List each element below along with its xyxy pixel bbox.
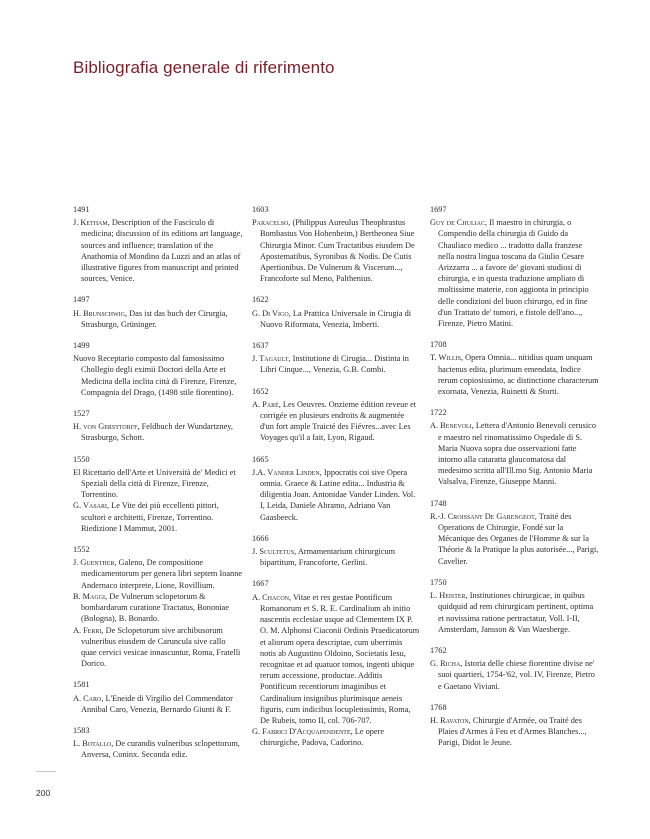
citation: A. Ferri, De Sclopetorum sive archibusorum vulneribus eiusdem de Caruncula sive callo quae cervici vesicae innascuntur, Roma, Fratelli Dorico. bbox=[73, 625, 241, 669]
citation-author: J. Tagault bbox=[252, 354, 289, 364]
citation-text: El Ricettario dell'Arte et Università de' Medici et Speziali della città di Firenze, Firenze, Torrentino. bbox=[73, 467, 236, 500]
entry-year: 1603 bbox=[252, 205, 269, 214]
entry-year: 1652 bbox=[252, 386, 269, 396]
citation-text: Ippocratis coi sive Opera omnia. Graece & Latine edita... Industria & diligentia Joan. Antonidae Vander Linden. Vol. I, Leida, Daniele Abramo, Adriano Van Gaasbeeck. bbox=[260, 467, 416, 522]
entry-year: 1637 bbox=[252, 341, 269, 351]
entry-year: 1497 bbox=[73, 295, 90, 305]
citation bbox=[73, 467, 243, 501]
entry-year: 1499 bbox=[73, 341, 90, 351]
citation-author: R.-J. Croissant De Garengeot bbox=[430, 511, 535, 521]
bibliography-entry bbox=[73, 725, 243, 761]
footer-rule bbox=[36, 771, 56, 772]
citation-author: J. Scultetus bbox=[252, 547, 295, 557]
entry-year: 1550 bbox=[73, 454, 90, 464]
citation-author: J. Guenther bbox=[73, 558, 115, 568]
citation-author: G. Di Vigo bbox=[252, 308, 289, 318]
citation: G. Fabrici D'Acquapendente, Le opere chirurgiche, Padova, Cadorino. bbox=[252, 727, 385, 748]
citation-text: Nuovo Receptario composto dal famosissimo Chollegio degli eximii Doctori della Arte et Medicina della inclita città di Firenze, Firenze, Compagnia del Drago, (1498 stile fiorentino). bbox=[73, 354, 237, 397]
citation-author: H. von Gersttorff bbox=[73, 422, 138, 432]
citation-text: Galeno, De compositione medicamentorum per genera libri septem Ioanne Andernaco interprete, Lione, Rovillium. bbox=[81, 558, 243, 590]
citation: H. Brunschwig, Das ist das buch der Cirurgia, Strasburgo, Grüninger. bbox=[73, 308, 228, 329]
citation-author: G. Richa bbox=[430, 659, 461, 669]
citation: G. Vasari, Le Vite dei più eccellenti pittori, scultori e architetti, Firenze, Torrentino. Riedizione I Mammut, 2001. bbox=[73, 501, 219, 533]
bibliography-entry bbox=[252, 454, 420, 523]
entry-year: 1667 bbox=[252, 579, 269, 589]
bibliography-entry bbox=[252, 533, 420, 569]
page-number: 200 bbox=[36, 788, 51, 798]
bibliography-entry bbox=[430, 645, 600, 692]
bibliography-column-1 bbox=[73, 204, 243, 771]
citation-text: Il maestro in chirurgia, o Compendio della chirurgia di Guido da Chauliaco medico ... tradotto dalla franzese nella nostra lingua toscana da Giulio Cesare Arizzarra ... a favore de' giovani studiosi di chirurgia, e in questa traduzione ampliato di moltissime materie, con aggionta in principio delle condizioni del buon chirurgo, ed in fine d'un Trattato de' tumori, e fistole dell'ano..., Firenze, Pietro Matini. bbox=[438, 218, 589, 329]
citation: H. von Gersttorff, Feldbuch der Wundartzney, Strasburgo, Schott. bbox=[73, 422, 233, 443]
bibliography-entry bbox=[252, 386, 420, 444]
bibliography-entry bbox=[430, 407, 600, 487]
bibliography-entry bbox=[73, 294, 243, 330]
bibliography-entry bbox=[73, 408, 243, 444]
bibliography-entry bbox=[252, 294, 420, 330]
citation-text: Feldbuch der Wundartzney, Strasburgo, Schott. bbox=[81, 422, 233, 443]
citation: L. Botallo, De curandis vulneribus sclopettorum, Anversa, Coninx. Seconda ediz. bbox=[73, 739, 240, 760]
citation-text: De Vulnerum sclopetorum & bombardarum curatione Tractatus, Bononiae (Bologna), B. Bonardo. bbox=[81, 591, 229, 624]
citation: J. Tagault, Institutione di Cirugia... Distinta in Libri Cinque..., Venezia, G.B. Combi. bbox=[252, 354, 409, 375]
citation-author: A. Chacon bbox=[252, 592, 290, 602]
citation: B. Maggi, De Vulnerum sclopetorum & bombardarum curatione Tractatus, Bononiae (Bologna), B. Bonardo. bbox=[73, 591, 229, 624]
citation-text: Le opere chirurgiche, Padova, Cadorino. bbox=[260, 727, 385, 748]
citation-text: Les Oeuvres. Onzieme édition reveue et corrigée en plusieurs endroits & augmentée d'un fort ample Traicté des Fiévres...avec Les Voyages qu'il a fait, Lyon, Rigaud. bbox=[260, 399, 417, 443]
bibliography-entry bbox=[430, 702, 600, 749]
entry-year: 1750 bbox=[430, 577, 447, 587]
bibliography-entry bbox=[73, 679, 243, 715]
citation-text: Institutione di Cirugia... Distinta in Libri Cinque..., Venezia, G.B. Combi. bbox=[260, 354, 409, 375]
bibliography-entry bbox=[252, 340, 420, 376]
citation: A. Chacon, Vitae et res gestae Pontificum Romanorum et S. R. E. Cardinalium ab initio nascentis ecclesiae usque ad Clementem IX P. O. M. Alphonsi Ciaconii Ordinis Praedicatorum et aliorum opera descriptae, cum uberrimis notis ab Augustino Oldoino, Societatis Iesu, recognitae et ad quatuor tomos, ingenti ubique rerum accessione, productae. Additis Pontificum recentiorum imaginibus et Cardinalium insignibus plurimisque aeneis figuris, cum indicibus locupletissimis, Roma, De Rubeis, tomo II, col. 706-707. bbox=[252, 592, 420, 725]
entry-year: 1622 bbox=[252, 295, 269, 305]
entry-year: 1748 bbox=[430, 498, 447, 508]
citation-text: De curandis vulneribus sclopettorum, Anversa, Coninx. Seconda ediz. bbox=[81, 739, 240, 760]
citation-text: L'Eneide di Virgilio del Commendator Annibal Caro, Venezia, Bernardo Giunti & F. bbox=[81, 693, 233, 714]
citation: J. Scultetus, Armamentarium chirurgicum bipartitum, Francoforte, Gerlini. bbox=[252, 547, 396, 568]
entry-year: 1583 bbox=[73, 725, 90, 735]
citation-text: Armamentarium chirurgicum bipartitum, Francoforte, Gerlini. bbox=[260, 547, 396, 568]
citation-author: A. Benevoli bbox=[430, 421, 472, 431]
citation-text: (Philippus Aureulus Theophrastus Bombastus Von Hohenheim,) Bertheonea Siue Chirurgia Minor. Cum Tractatibus eiusdem De Apostematibus, Syronibus & Nodis. De Cutis Apertionibus. De Vulnerum & Viscerum..., Francoforte sul Meno, Palthenius. bbox=[260, 218, 415, 284]
entry-year: 1552 bbox=[73, 545, 90, 555]
entry-year: 1762 bbox=[430, 645, 447, 655]
entry-year: 1666 bbox=[252, 533, 269, 543]
bibliography-entry bbox=[430, 498, 600, 567]
citation-text: Vitae et res gestae Pontificum Romanorum et S. R. E. Cardinalium ab initio nascentis ecclesiae usque ad Clementem IX P. O. M. Alphonsi Ciaconii Ordinis Praedicatorum et aliorum opera descriptae, cum uberrimis notis ab Augustino Oldoino, Societatis Iesu, recognitae et ad quatuor tomos, ingenti ubique rerum accessione, productae. Additis Pontificum recentiorum imaginibus et Cardinalium insignibus plurimisque aeneis figuris, cum indicibus locupletissimis, Roma, De Rubeis, tomo II, col. 706-707. bbox=[260, 592, 420, 725]
citation-text: Chirurgie d'Armée, ou Traité des Plaies d'Armes à Feu et d'Armes Blanches..., Parigi, Didot le Jeune. bbox=[438, 715, 587, 748]
citation: H. Ravaton, Chirurgie d'Armée, ou Traité des Plaies d'Armes à Feu et d'Armes Blanches..., Parigi, Didot le Jeune. bbox=[430, 715, 587, 748]
citation: R.-J. Croissant De Garengeot, Traité des Operations de Chirurgie, Fondé sur la Mécanique des Organes de l'Homme & sur la Théorie & la Pratique la plus autorisée..., Parigi, Cavelier. bbox=[430, 511, 599, 566]
citation-text: La Prattica Universale in Cirugia di Nuovo Riformata, Venezia, Imberti. bbox=[260, 308, 412, 329]
citation-text: Istoria delle chiese fiorentine divise ne' suoi quartieri, 1754-'62, vol. IV, Firenze, Pietro e Gaetano Viviani. bbox=[438, 659, 595, 691]
citation-text: Das ist das buch der Cirurgia, Strasburgo, Grüninger. bbox=[81, 308, 228, 329]
citation: T. Willis, Opera Omnia... nitidius quam unquam hactenus edita, plurimum emendata, Indice rerum copiosissimo, ac distinctione characterum exornata, Venezia, Ruinetti & Storti. bbox=[430, 353, 599, 397]
citation-author: L. Heister bbox=[430, 591, 466, 601]
citation-author: A. Caro bbox=[73, 693, 102, 703]
citation: J.A. Vander Linden, Ippocratis coi sive Opera omnia. Graece & Latine edita... Industria & diligentia Joan. Antonidae Vander Linden. Vol. I, Leida, Daniele Abramo, Adriano Van Gaasbeeck. bbox=[252, 467, 416, 522]
citation-author: A. Ferri bbox=[73, 625, 102, 635]
bibliography-entry bbox=[73, 454, 243, 534]
citation: A. Caro, L'Eneide di Virgilio del Commendator Annibal Caro, Venezia, Bernardo Giunti & F. bbox=[73, 693, 233, 714]
entry-year: 1768 bbox=[430, 702, 447, 712]
citation: G. Richa, Istoria delle chiese fiorentine divise ne' suoi quartieri, 1754-'62, vol. IV, Firenze, Pietro e Gaetano Viviani. bbox=[430, 659, 595, 691]
bibliography-entry bbox=[73, 204, 243, 284]
citation-author: A. Paré bbox=[252, 399, 279, 409]
entry-year: 1697 bbox=[430, 205, 447, 214]
entry-year: 1581 bbox=[73, 680, 90, 690]
citation-text: De Sclopetorum sive archibusorum vulneribus eiusdem de Caruncula sive callo quae cervici vesicae innascuntur, Roma, Fratelli Dorico. bbox=[81, 625, 241, 669]
citation: J. Ketham, Description of the Fasciculo di medicina; discussion of its editions art language, sources and influence; translation of the Anathomia of Mondino da Luzzi and an atlas of illustrative figures from manuscript and printed sources, Venice. bbox=[73, 218, 243, 284]
citation-text: Lettera d'Antonio Benevoli cerusico e maestro nel rinomatissimo Ospedale di S. Maria Nuova sopra due osservazioni fatte intorno alla cataratta glaucomatosa dal medesimo scritta all'Ill.mo Sig. Antonio Maria Valsalva, Firenze, Giuseppe Manni. bbox=[438, 421, 596, 487]
citation-author: Paracelso bbox=[252, 218, 289, 228]
citation-author: L. Botallo bbox=[73, 739, 112, 749]
entry-year: 1665 bbox=[252, 454, 269, 464]
entry-year: 1527 bbox=[73, 409, 90, 419]
bibliography-entry bbox=[430, 204, 600, 329]
citation-text: Opera Omnia... nitidius quam unquam hactenus edita, plurimum emendata, Indice rerum copiosissimo, ac distinctione characterum exornata, Venezia, Ruinetti & Storti. bbox=[438, 353, 599, 397]
citation-author: G. Vasari bbox=[73, 501, 107, 511]
citation-author: G. Fabrici D'Acquapendente bbox=[252, 727, 351, 737]
citation: G. Di Vigo, La Prattica Universale in Cirugia di Nuovo Riformata, Venezia, Imberti. bbox=[252, 308, 412, 329]
bibliography-column-2 bbox=[252, 204, 420, 759]
entry-year: 1708 bbox=[430, 340, 447, 350]
citation-text: Traité des Operations de Chirurgie, Fondé sur la Mécanique des Organes de l'Homme & sur la Théorie & la Pratique la plus autorisée..., Parigi, Cavelier. bbox=[438, 511, 599, 566]
citation: Paracelso, (Philippus Aureulus Theophrastus Bombastus Von Hohenheim,) Bertheonea Siue Chirurgia Minor. Cum Tractatibus eiusdem De Apostematibus, Syronibus & Nodis. De Cutis Apertionibus. De Vulnerum & Viscerum..., Francoforte sul Meno, Palthenius. bbox=[252, 218, 415, 284]
citation-text: Le Vite dei più eccellenti pittori, scultori e architetti, Firenze, Torrentino. Riedizione I Mammut, 2001. bbox=[81, 501, 219, 533]
citation-author: J. Ketham bbox=[73, 218, 108, 228]
bibliography-entry bbox=[73, 544, 243, 669]
entry-year: 1722 bbox=[430, 408, 447, 418]
bibliography-entry bbox=[73, 340, 243, 398]
bibliography-entry bbox=[430, 339, 600, 397]
citation: Guy de Chuliac, Il maestro in chirurgia, o Compendio della chirurgia di Guido da Chauliaco medico ... tradotto dalla franzese nella nostra lingua toscana da Giulio Cesare Arizzarra ... a favore de' giovani studiosi di chirurgia, e in questa traduzione ampliato di moltissime materie, con aggionta in principio delle condizioni del buon chirurgo, ed in fine d'un Trattato de' tumori, e fistole dell'ano..., Firenze, Pietro Matini. bbox=[430, 218, 589, 329]
citation-author: H. Ravaton bbox=[430, 715, 469, 725]
citation: J. Guenther, Galeno, De compositione medicamentorum per genera libri septem Ioanne Andernaco interprete, Lione, Rovillium. bbox=[73, 558, 243, 590]
citation-author: T. Willis bbox=[430, 353, 461, 363]
bibliography-column-3 bbox=[430, 204, 600, 759]
citation bbox=[73, 353, 243, 398]
citation-text: Institutiones chirurgicae, in quibus quidquid ad rem chirurgicam pertinent, optima et novissima ratione pertractatur, Voll. I-II, Amsterdam, Jansson & Van Waesberge. bbox=[438, 591, 594, 634]
citation: A. Paré, Les Oeuvres. Onzieme édition reveue et corrigée en plusieurs endroits & augmentée d'un fort ample Traicté des Fiévres...avec Les Voyages qu'il a fait, Lyon, Rigaud. bbox=[252, 399, 417, 443]
citation-author: H. Brunschwig bbox=[73, 308, 126, 318]
entry-year: 1491 bbox=[73, 205, 90, 214]
citation-author: J.A. Vander Linden bbox=[252, 467, 320, 477]
citation-author: Guy de Chuliac bbox=[430, 218, 486, 228]
bibliography-entry bbox=[430, 577, 600, 635]
citation-text: Description of the Fasciculo di medicina; discussion of its editions art language, sources and influence; translation of the Anathomia of Mondino da Luzzi and an atlas of illustrative figures from manuscript and printed sources, Venice. bbox=[81, 218, 243, 284]
citation: L. Heister, Institutiones chirurgicae, in quibus quidquid ad rem chirurgicam pertinent, optima et novissima ratione pertractatur, Voll. I-II, Amsterdam, Jansson & Van Waesberge. bbox=[430, 591, 594, 634]
citation: A. Benevoli, Lettera d'Antonio Benevoli cerusico e maestro nel rinomatissimo Ospedale di S. Maria Nuova sopra due osservazioni fatte intorno alla cataratta glaucomatosa dal medesimo scritta all'Ill.mo Sig. Antonio Maria Valsalva, Firenze, Giuseppe Manni. bbox=[430, 421, 596, 487]
page-title: Bibliografia generale di riferimento bbox=[73, 58, 335, 77]
bibliography-entry bbox=[252, 578, 420, 748]
bibliography-entry bbox=[252, 204, 420, 284]
citation-author: B. Maggi bbox=[73, 591, 106, 601]
